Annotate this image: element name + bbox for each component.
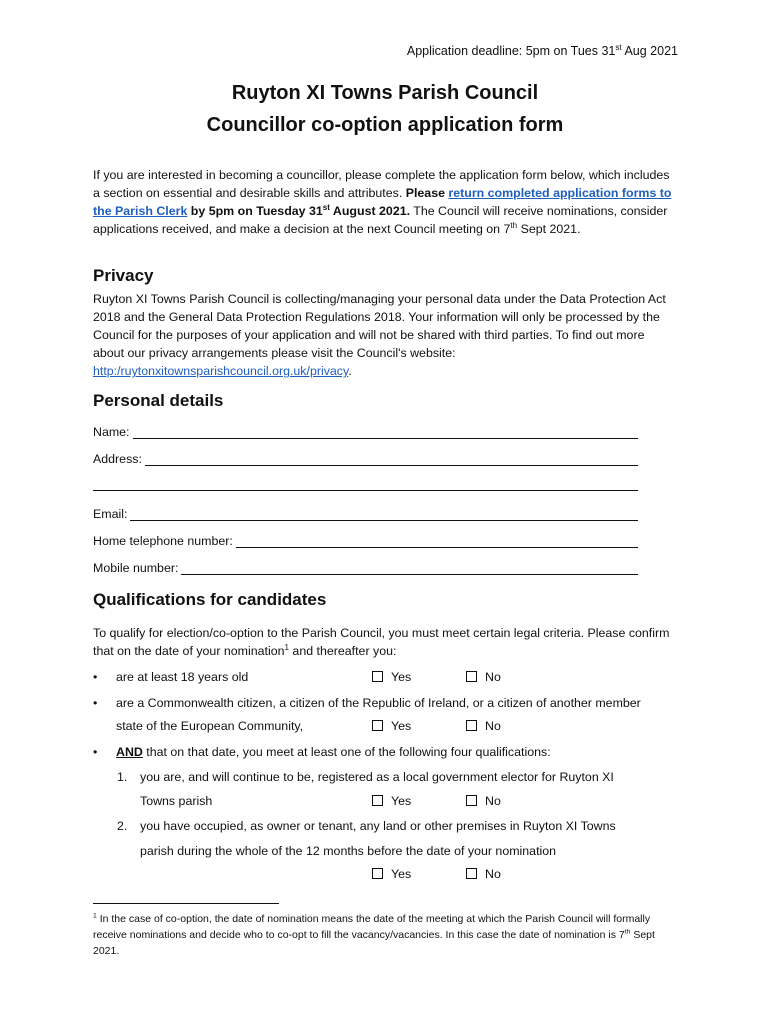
name-label: Name:	[93, 425, 130, 439]
age-yes-checkbox[interactable]: Yes	[372, 670, 411, 684]
name-field[interactable]	[93, 425, 638, 439]
checkbox-icon	[372, 671, 383, 682]
elector-yes-checkbox[interactable]: Yes	[372, 794, 411, 808]
form-title: Councillor co-option application form	[206, 114, 564, 136]
checkbox-icon	[466, 671, 477, 682]
checkbox-icon	[466, 720, 477, 731]
item-1-number: 1.	[117, 770, 128, 784]
email-label: Email:	[93, 507, 128, 521]
address-line[interactable]	[145, 455, 638, 466]
home-phone-line[interactable]	[236, 537, 638, 548]
mobile-field[interactable]	[93, 561, 638, 575]
address-line-2[interactable]	[93, 480, 638, 491]
item-2-text: you have occupied, as owner or tenant, any land or other premises in Ruyton XI Towns	[140, 819, 616, 833]
email-field[interactable]	[93, 507, 638, 521]
privacy-paragraph: Ruyton XI Towns Parish Council is collecting/managing your personal data under the Data Protection Act 2018 and the General Data Protection Regulations 2018. Your information will only be processed by the Council for the purposes of your application and will not be shared with third parties. To find out more about our privacy arrangements please visit the Council's website: http:/ruytonxitownsparishcouncil.org.uk/privacy.	[93, 292, 666, 378]
qualifications-heading: Qualifications for candidates	[93, 590, 327, 609]
privacy-heading: Privacy	[93, 266, 154, 285]
application-deadline: Application deadline: 5pm on Tues 31st Aug 2021	[406, 42, 678, 58]
elector-no-checkbox[interactable]: No	[466, 794, 501, 808]
bullet-age-text: are at least 18 years old	[116, 670, 249, 684]
bullet-citizen-text: are a Commonwealth citizen, a citizen of the Republic of Ireland, or a citizen of another member	[116, 696, 641, 710]
email-line[interactable]	[130, 510, 638, 521]
citizen-yes-checkbox[interactable]: Yes	[372, 719, 411, 733]
return-forms-link[interactable]: return completed application forms to the Parish Clerk	[93, 186, 672, 218]
address-label: Address:	[93, 452, 142, 466]
intro-paragraph: If you are interested in becoming a councillor, please complete the application form below, which includes a section on essential and desirable skills and attributes. Please return completed application forms to the Parish Clerk by 5pm on Tuesday 31st August 2021. The Council will receive nominations, consider applications received, and make a decision at the next Council meeting on 7th Sept 2021.	[93, 168, 672, 236]
footnote-divider	[93, 903, 279, 904]
privacy-link[interactable]: http:/ruytonxitownsparishcouncil.org.uk/privacy	[93, 364, 349, 378]
address-field[interactable]	[93, 452, 638, 466]
occupier-yes-checkbox[interactable]: Yes	[372, 867, 411, 881]
application-form-page: Application deadline: 5pm on Tues 31st Aug 2021 Ruyton XI Towns Parish Council Councillor co-option application form If you are interested in becoming a councillor, please complete the application form below, which includes a section on essential and desirable skills and attributes. Please return completed application forms to the Parish Clerk by 5pm on Tuesday 31st August 2021. The Council will receive nominations, consider applications received, and make a decision at the next Council meeting on 7th Sept 2021. Privacy Ruyton XI Towns Parish Council is collecting/managing your personal data under the Data Protection Act 2018 and the General Data Protection Regulations 2018. Your information will only be processed by the Council for the purposes of your application and will not be shared with third parties. To find out more about our privacy arrangements please visit the Council's website: http:/ruytonxitownsparishcouncil.org.uk/privacy. Personal details Name: Address: Email: Home telephone number: Mobile number: Qualifications for candidates To qualify for election/co-option to the Parish Council, you must meet certain legal criteria. Please confirm that on the date of your nomination$^1$ and thereafter you: • are at least 18 years old Yes No • are a Commonwealth citizen, a citizen of the Republic of Ireland, or a citizen of another member state of the European Community, Yes No • AND that on that date, you meet at least one of the following four qualifications: 1. you are, and will continue to be, registered as a local government elector for Ruyton XI Towns parish Yes No 2. you have occupied, as owner or tenant, any land or other premises in Ruyton XI Towns parish during the whole of the 12 months before the date of your nomination Yes No $^1$ In the case of co-option, the date of nomination means the date of the meeting at which the Parish Council will formally receive nominations and decide who to co-opt to fill the vacancy/vacancies. In this case the date of nomination is 7th Sept 2021.	[0, 0, 770, 1024]
occupier-no-checkbox[interactable]: No	[466, 867, 501, 881]
mobile-label: Mobile number:	[93, 561, 179, 575]
checkbox-icon	[372, 868, 383, 879]
footnote: $^1$ In the case of co-option, the date of nomination means the date of the meeting at which the Parish Council will formally receive nominations and decide who to co-opt to fill the vacancy/vacancies. In this case the date of nomination is 7th Sept 2021.	[93, 912, 655, 957]
item-1-text-2: Towns parish	[140, 794, 213, 808]
qualifications-intro: To qualify for election/co-option to the Parish Council, you must meet certain legal criteria. Please confirm that on the date of your nomination$^1$ and thereafter you:	[93, 626, 670, 658]
council-title: Ruyton XI Towns Parish Council	[231, 82, 539, 104]
personal-details-heading: Personal details	[93, 391, 224, 410]
age-no-checkbox[interactable]: No	[466, 670, 501, 684]
home-phone-field[interactable]	[93, 534, 638, 548]
mobile-line[interactable]	[181, 564, 638, 575]
item-2-number: 2.	[117, 819, 128, 833]
citizen-no-checkbox[interactable]: No	[466, 719, 501, 733]
checkbox-icon	[466, 795, 477, 806]
bullet-citizen-text-2: state of the European Community,	[116, 719, 304, 733]
home-phone-label: Home telephone number:	[93, 534, 233, 548]
checkbox-icon	[372, 795, 383, 806]
name-line[interactable]	[133, 428, 639, 439]
checkbox-icon	[466, 868, 477, 879]
item-1-text: you are, and will continue to be, registered as a local government elector for Ruyton XI	[140, 770, 614, 784]
bullet-qualifications-text: AND that on that date, you meet at least one of the following four qualifications:	[116, 745, 551, 759]
address-line-2-rule[interactable]	[93, 480, 638, 491]
item-2-text-2: parish during the whole of the 12 months before the date of your nomination	[140, 844, 557, 858]
checkbox-icon	[372, 720, 383, 731]
